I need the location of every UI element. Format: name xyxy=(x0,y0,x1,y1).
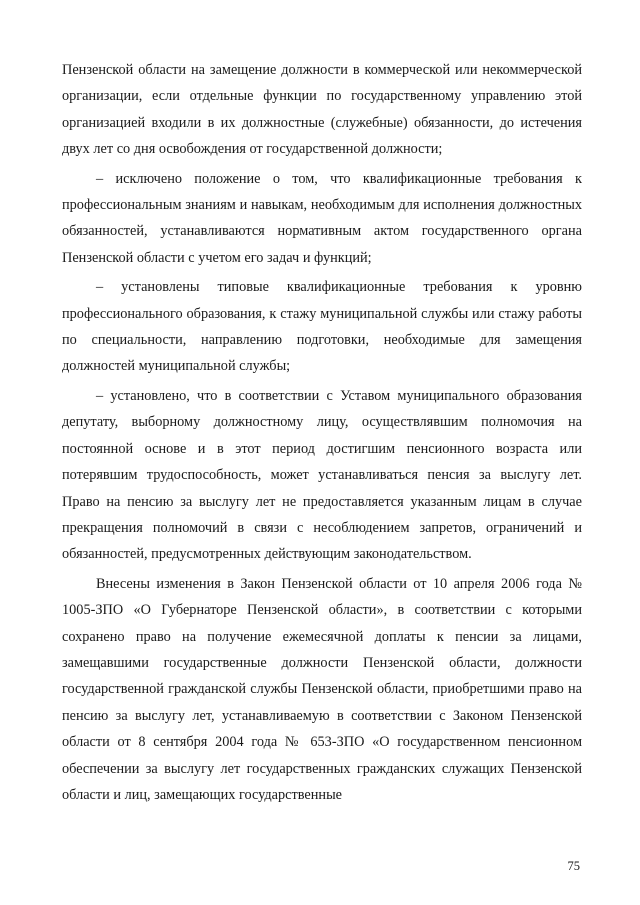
document-page xyxy=(62,57,582,808)
paragraph-qualification-requirements-removed: – исключено положение о том, что квалификационные требования к профессиональным знаниям и навыкам, необходимым для исполнения должностных обязанностей, устанавливаются нормативным актом государственного органа Пензенской области с учетом его задач и функций; xyxy=(62,170,582,266)
paragraph-continuation: Пензенской области на замещение должности в коммерческой или некоммерческой организации, если отдельные функции по государственному управлению этой организацией входили в их должностные (служебные) обязанности, до истечения двух лет со дня освобождения от государственной должности; xyxy=(62,62,582,158)
page-number: 75 xyxy=(567,859,580,873)
paragraph-pension-for-long-service: – установлено, что в соответствии с Уставом муниципального образования депутату, выборному должностному лицу, осуществлявшим полномочия на постоянной основе и в этот период достигшим пенсионного возраста или потерявшим трудоспособность, может устанавливаться пенсия за выслугу лет. Право на пенсию за выслугу лет не предоставляется указанным лицам в случае прекращения полномочий в связи с несоблюдением запретов, ограничений и обязанностей, предусмотренных действующим законодательством. xyxy=(62,387,582,563)
paragraph-typical-qualification-requirements: – установлены типовые квалификационные требования к уровню профессионального образования, к стажу муниципальной службы или стажу работы по специальности, направлению подготовки, необходимые для замещения должностей муниципальной службы; xyxy=(62,279,582,375)
paragraph-governor-law-amendments: Внесены изменения в Закон Пензенской области от 10 апреля 2006 года № 1005-ЗПО «О Губернаторе Пензенской области», в соответствии с которыми сохранено право на получение ежемесячной доплаты к пенсии за лицами, замещавшими государственные должности Пензенской области, должности государственной гражданской службы Пензенской области, приобретшими право на пенсию за выслугу лет, устанавливаемую в соответствии с Законом Пензенской области от 8 сентября 2004 года № 653-ЗПО «О государственном пенсионном обеспечении за выслугу лет государственных гражданских служащих Пензенской области и лиц, замещающих государственные xyxy=(62,575,582,803)
